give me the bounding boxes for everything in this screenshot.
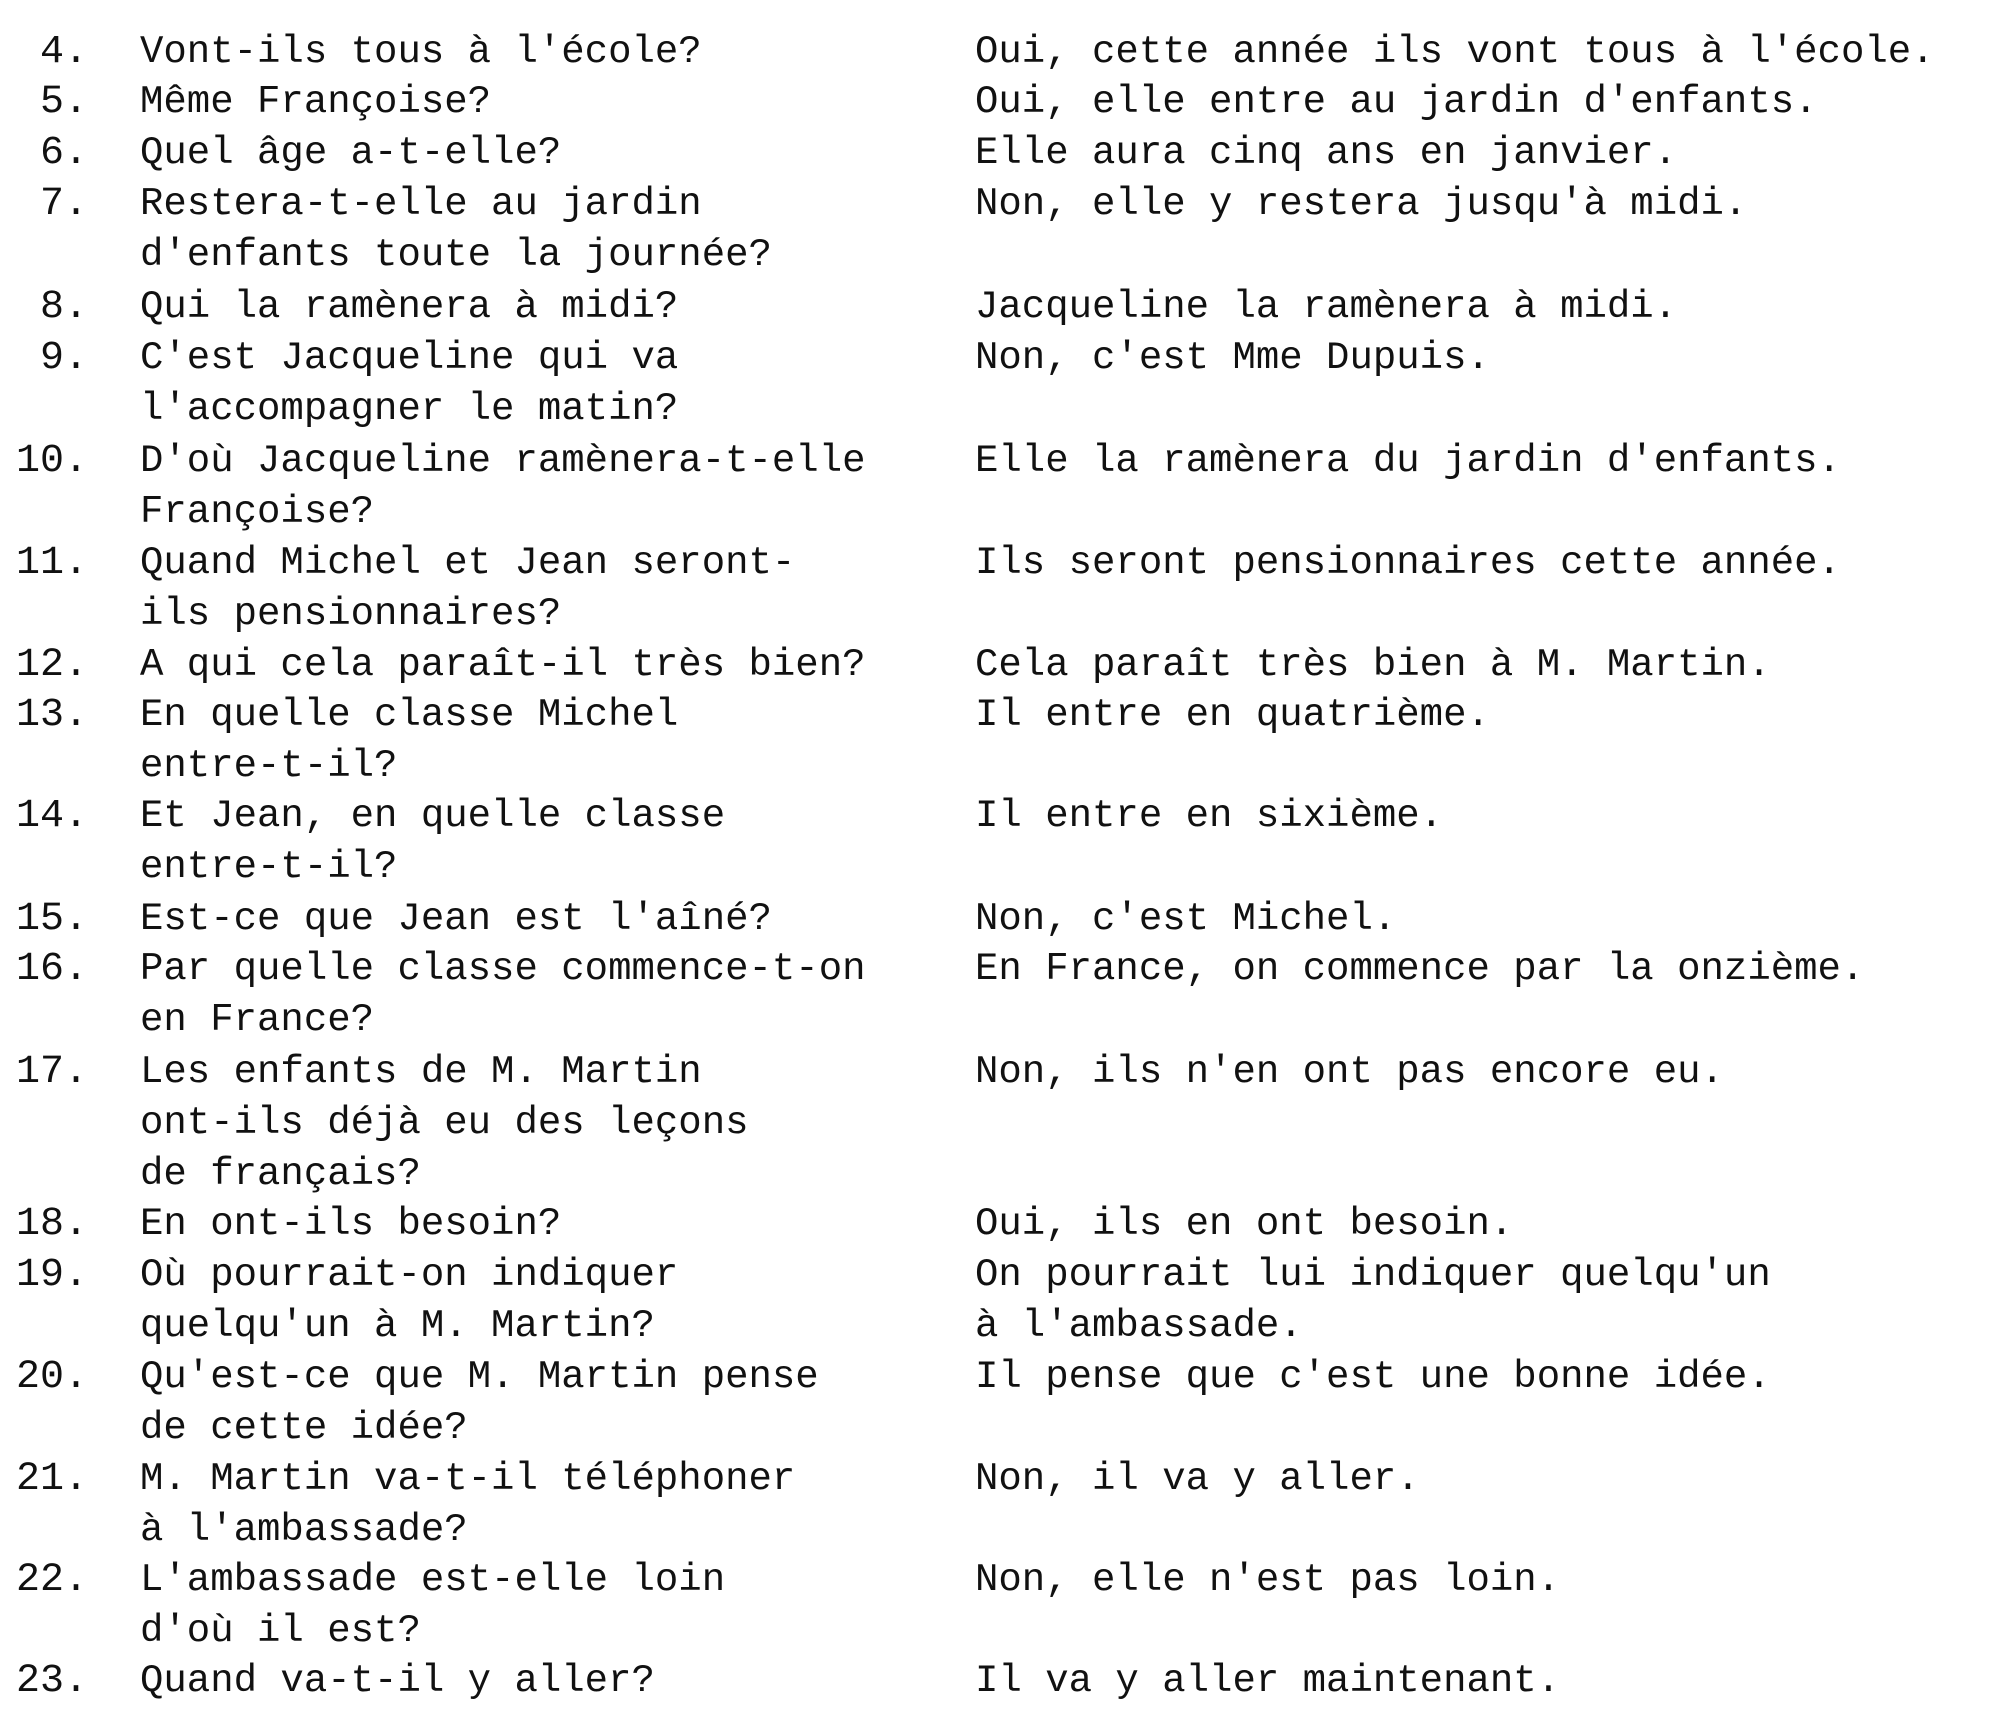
list-item [0, 179, 2014, 277]
item-number: 10. [15, 439, 88, 484]
item-number: 11. [15, 541, 88, 586]
item-number: 18. [15, 1202, 88, 1247]
answer-text: Non, il va y aller. [975, 1457, 1420, 1501]
question-text: En ont-ils besoin? [140, 1202, 562, 1246]
question-text: Restera-t-elle au jardin d'enfants toute la journée? [140, 182, 772, 277]
answer-text: Il entre en sixième. [975, 794, 1444, 838]
list-item [0, 436, 2014, 534]
item-number: 8. [39, 285, 88, 330]
answer-text: Cela paraît très bien à M. Martin. [975, 643, 1771, 687]
answer-text: Non, ils n'en ont pas encore eu. [975, 1050, 1724, 1094]
item-number: 19. [15, 1253, 88, 1298]
answer-text: Il va y aller maintenant. [975, 1659, 1561, 1703]
question-text: M. Martin va-t-il téléphoner à l'ambassade? [140, 1457, 796, 1552]
answer-text: Oui, cette année ils vont tous à l'école. [975, 30, 1935, 74]
list-item [0, 1352, 2014, 1450]
list-item [0, 333, 2014, 431]
question-text: Vont-ils tous à l'école? [140, 30, 702, 74]
question-text: Qui la ramènera à midi? [140, 285, 679, 329]
answer-text: Il entre en quatrième. [975, 693, 1490, 737]
list-item [0, 1047, 2014, 1196]
item-number: 16. [15, 947, 88, 992]
question-text: A qui cela paraît-il très bien? [140, 643, 866, 687]
list-item [0, 791, 2014, 889]
list-item [0, 77, 2014, 128]
question-text: Où pourrait-on indiquer quelqu'un à M. Martin? [140, 1253, 679, 1348]
list-item [0, 640, 2014, 691]
list-item [0, 894, 2014, 945]
item-number: 4. [39, 30, 88, 75]
list-item [0, 1454, 2014, 1552]
list-item [0, 1199, 2014, 1250]
item-number: 6. [39, 131, 88, 176]
question-text: Les enfants de M. Martin ont-ils déjà eu des leçons de français? [140, 1050, 749, 1196]
answer-text: Il pense que c'est une bonne idée. [975, 1355, 1771, 1399]
question-text: D'où Jacqueline ramènera-t-elle Françoise? [140, 439, 866, 534]
list-item [0, 690, 2014, 788]
list-item [0, 1555, 2014, 1653]
answer-text: Jacqueline la ramènera à midi. [975, 285, 1678, 329]
item-number: 23. [15, 1659, 88, 1704]
list-item [0, 282, 2014, 333]
item-number: 17. [15, 1050, 88, 1095]
answer-text: Elle aura cinq ans en janvier. [975, 131, 1678, 175]
item-number: 22. [15, 1558, 88, 1603]
question-text: Quand va-t-il y aller? [140, 1659, 655, 1703]
item-number: 5. [39, 80, 88, 125]
item-number: 12. [15, 643, 88, 688]
item-number: 20. [15, 1355, 88, 1400]
item-number: 21. [15, 1457, 88, 1502]
list-item [0, 944, 2014, 1042]
item-number: 13. [15, 693, 88, 738]
item-number: 15. [15, 897, 88, 942]
item-number: 7. [39, 182, 88, 227]
answer-text: Oui, ils en ont besoin. [975, 1202, 1514, 1246]
list-item [0, 27, 2014, 78]
answer-text: Ils seront pensionnaires cette année. [975, 541, 1841, 585]
answer-text: Non, elle y restera jusqu'à midi. [975, 182, 1748, 226]
list-item [0, 128, 2014, 179]
question-text: L'ambassade est-elle loin d'où il est? [140, 1558, 726, 1653]
list-item [0, 1656, 2014, 1707]
list-item [0, 1250, 2014, 1348]
answer-text: Non, elle n'est pas loin. [975, 1558, 1561, 1602]
list-item [0, 538, 2014, 636]
question-text: Qu'est-ce que M. Martin pense de cette idée? [140, 1355, 819, 1450]
answer-text: En France, on commence par la onzième. [975, 947, 1865, 991]
question-text: Quel âge a-t-elle? [140, 131, 562, 175]
question-text: Même Françoise? [140, 80, 492, 124]
question-text: C'est Jacqueline qui va l'accompagner le matin? [140, 336, 679, 431]
item-number: 14. [15, 794, 88, 839]
question-text: Par quelle classe commence-t-on en France? [140, 947, 866, 1042]
answer-text: Non, c'est Mme Dupuis. [975, 336, 1490, 380]
item-number: 9. [39, 336, 88, 381]
answer-text: Elle la ramènera du jardin d'enfants. [975, 439, 1841, 483]
question-text: Quand Michel et Jean seront- ils pensionnaires? [140, 541, 796, 636]
answer-text: On pourrait lui indiquer quelqu'un à l'ambassade. [975, 1253, 1771, 1348]
question-text: En quelle classe Michel entre-t-il? [140, 693, 679, 788]
answer-text: Oui, elle entre au jardin d'enfants. [975, 80, 1818, 124]
question-text: Et Jean, en quelle classe entre-t-il? [140, 794, 726, 889]
question-text: Est-ce que Jean est l'aîné? [140, 897, 772, 941]
answer-text: Non, c'est Michel. [975, 897, 1397, 941]
